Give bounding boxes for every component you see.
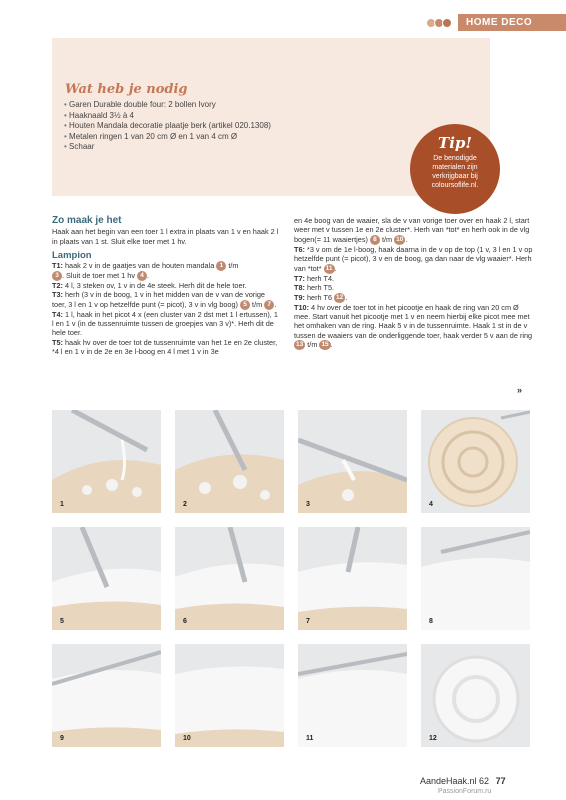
row-label: T1: xyxy=(52,260,63,270)
materials-title: Wat heb je nodig xyxy=(65,82,188,97)
photo-label: 5 xyxy=(60,618,64,625)
photo-label: 4 xyxy=(429,501,433,508)
row-text: haak 2 v in de gaatjes van de houten mandala xyxy=(64,260,215,270)
photo-image xyxy=(298,410,407,513)
row-text: 4 l, 3 steken ov, 1 v in de 4e steek. Herh dit de hele toer. xyxy=(64,280,247,290)
row-label: T10: xyxy=(294,302,310,312)
row-text: en 4e boog van de waaier, sla de v van vorige toer over en haak 2 l, start weer met v tussen 1e en 2e cluster*. Herh van *tot* en herh ook in de vlg bogen(= 11 waaiertjes) xyxy=(294,216,530,244)
tip-badge xyxy=(410,124,500,214)
photo-label: 6 xyxy=(183,618,187,625)
row-t5-cont: en 4e boog van de waaier, sla de v van vorige toer over en haak 2 l, start weer met v tussen 1e en 2e cluster*. Herh van *tot* en herh ook in de vlg bogen(= 11 waaiertjes) 8 t/m 10 . xyxy=(294,216,530,244)
dot-icon xyxy=(442,18,452,28)
photo-label: 1 xyxy=(60,501,64,508)
step-photo xyxy=(421,410,530,513)
row-text: . Sluit de toer met 1 hv xyxy=(62,270,136,280)
row-t5 xyxy=(52,338,280,357)
materials-list xyxy=(64,100,274,153)
row-t8 xyxy=(294,283,534,292)
row-t6: T6: *3 v om de 1e l-boog, haak daarna in de v op de top (1 v, 3 l en 1 v op hetzelfde punt (= picot), 3 v en de boog, ga dan naar de vlg waaier*. Herh van *tot* 11 . xyxy=(294,244,533,273)
instructions-left-column xyxy=(52,216,280,357)
row-text: herh T5. xyxy=(306,283,335,293)
header-dots xyxy=(428,18,452,28)
step-photo xyxy=(175,527,284,630)
row-t2 xyxy=(52,281,280,290)
materials-box xyxy=(52,38,490,196)
step-photo xyxy=(298,644,407,747)
step-number: 15 xyxy=(321,341,329,349)
row-text: herh T4. xyxy=(306,273,335,283)
row-text: haak hv over de toer tot de tussenruimte van het 1e en 2e cluster, *4 l en 1 v in de 2e en 3e l-boog en 4 l met 1 v in 3e xyxy=(52,337,278,357)
row-text: t/m xyxy=(252,299,263,309)
row-label: T2: xyxy=(52,280,63,290)
photo-image xyxy=(175,527,284,630)
step-photo xyxy=(175,410,284,513)
row-text: t/m xyxy=(381,234,393,244)
row-text: *3 v om de 1e l-boog, haak daarna in de v op de top (1 v, 3 l en 1 v op hetzelfde punt (= picot), 3 v en de boog, ga dan naar de vlg waaier*. Herh van *tot* xyxy=(294,244,533,273)
row-text: t/m xyxy=(307,340,318,350)
row-label: T4: xyxy=(52,309,63,319)
section-label: HOME DECO xyxy=(458,14,566,31)
step-number: 12 xyxy=(336,293,344,301)
row-t4 xyxy=(52,310,280,338)
step-number: 4 xyxy=(137,271,147,281)
row-label: T7: xyxy=(294,273,305,283)
photo-label: 9 xyxy=(60,735,64,742)
row-text: t/m xyxy=(228,260,239,270)
photo-image xyxy=(298,527,407,630)
photo-label: 7 xyxy=(306,618,310,625)
photo-label: 12 xyxy=(429,735,437,742)
row-t9: T9: herh T6 12 . xyxy=(294,292,348,302)
photo-label: 8 xyxy=(429,618,433,625)
lampion-heading: Lampion xyxy=(52,250,92,262)
materials-item: • Garen Durable double four: 2 bollen Ivory xyxy=(64,100,274,111)
photo-label: 2 xyxy=(183,501,187,508)
photo-image xyxy=(298,644,407,747)
step-photo xyxy=(52,410,161,513)
row-t7 xyxy=(294,274,534,283)
page-footer xyxy=(420,776,506,786)
photo-label: 10 xyxy=(183,735,191,742)
tip-title: Tip! xyxy=(438,134,472,152)
instructions-right-column xyxy=(294,216,534,350)
row-text: 4 hv over de toer tot in het picootje en haak de ring van 20 cm Ø mee. Start vanuit het picootje met 1 v en neem hierbij elke picot mee met het omhaken van de ring. Haak 5 v in de tussenruimte. Haak 1 st in de v tussen de waaiers van de onderliggende toer, haak verder 5 v aan de ring xyxy=(294,302,533,340)
step-number: 7 xyxy=(264,300,274,310)
row-label: T3: xyxy=(52,290,63,300)
photo-image xyxy=(52,527,161,630)
photo-image xyxy=(52,644,161,747)
row-text: herh (3 v in de boog, 1 v in het midden van de v van de vorige toer, 3 l en 1 v op hetzelfde punt (= picot), 3 v in vlg boog) xyxy=(52,290,265,309)
materials-item: • Metalen ringen 1 van 20 cm Ø en 1 van 4 cm Ø xyxy=(64,132,274,143)
photo-label: 11 xyxy=(306,735,314,742)
photo-image xyxy=(52,410,161,513)
photo-image xyxy=(175,410,284,513)
step-photo xyxy=(175,644,284,747)
photo-image xyxy=(175,644,284,747)
watermark: PassionForum.ru xyxy=(438,788,492,795)
photo-image xyxy=(421,644,530,747)
step-photo xyxy=(421,644,530,747)
page-number: 77 xyxy=(495,776,506,786)
photo-label: 3 xyxy=(306,501,310,508)
row-label: T5: xyxy=(52,337,63,347)
row-t1: T1: haak 2 v in de gaatjes van de houten mandala 1 t/m 3 . Sluit de toer met 1 hv 4 . xyxy=(52,260,239,280)
step-number: 5 xyxy=(240,300,250,310)
step-photo xyxy=(52,644,161,747)
photo-image xyxy=(421,527,530,630)
section-header xyxy=(428,14,566,31)
row-label: T6: xyxy=(294,244,305,254)
tip-text: De benodigde materialen zijn verkrijgbaar bij coloursoflife.nl. xyxy=(431,155,479,189)
row-label: T9: xyxy=(294,292,305,302)
footer-source: AandeHaak.nl 62 xyxy=(420,776,490,786)
step-photo xyxy=(421,527,530,630)
row-label: T8: xyxy=(294,283,305,293)
step-number: 8 xyxy=(370,235,380,245)
step-number: 10 xyxy=(396,235,404,243)
continue-arrow: » xyxy=(517,385,523,395)
instructions-intro: Haak aan het begin van een toer 1 l extra in plaats van 1 v en haak 2 l in plaats van 1 st. Sluit elke toer met 1 hv. xyxy=(52,227,279,246)
row-t10: T10: 4 hv over de toer tot in het picootje en haak de ring van 20 cm Ø mee. Start vanuit het picootje met 1 v en neem hierbij elke picot mee met het omhaken van de ring. Haak 5 v in de tussenruimte. Haak 1 st in de v tussen de waaiers van de onderliggende toer, haak verder 5 v aan de ring 13 t/m 15 . xyxy=(294,302,533,350)
materials-item: • Schaar xyxy=(64,142,274,153)
step-number: 13 xyxy=(296,341,304,349)
step-number: 11 xyxy=(325,264,333,272)
step-photo xyxy=(52,527,161,630)
row-text: herh T6 xyxy=(306,292,332,302)
row-t3: T3: herh (3 v in de boog, 1 v in het midden van de v van de vorige toer, 3 l en 1 v op hetzelfde punt (= picot), 3 v in vlg boog) 5 t/m 7 . xyxy=(52,290,277,309)
photo-image xyxy=(421,410,530,513)
step-number: 1 xyxy=(216,261,226,271)
materials-item: • Houten Mandala decoratie plaatje berk (artikel 020.1308) xyxy=(64,121,274,132)
step-photo xyxy=(298,410,407,513)
materials-item: • Haaknaald 3½ à 4 xyxy=(64,111,274,122)
step-number: 3 xyxy=(52,271,62,281)
instructions-heading: Zo maak je het xyxy=(52,215,122,226)
row-text: 1 l, haak in het picot 4 x (een cluster van 2 dst met 1 l ertussen), 1 l en 1 v (in de tussenruimte tussen de groepjes van 3 v)*. Herh dit de hele toer. xyxy=(52,309,278,338)
step-photo xyxy=(298,527,407,630)
